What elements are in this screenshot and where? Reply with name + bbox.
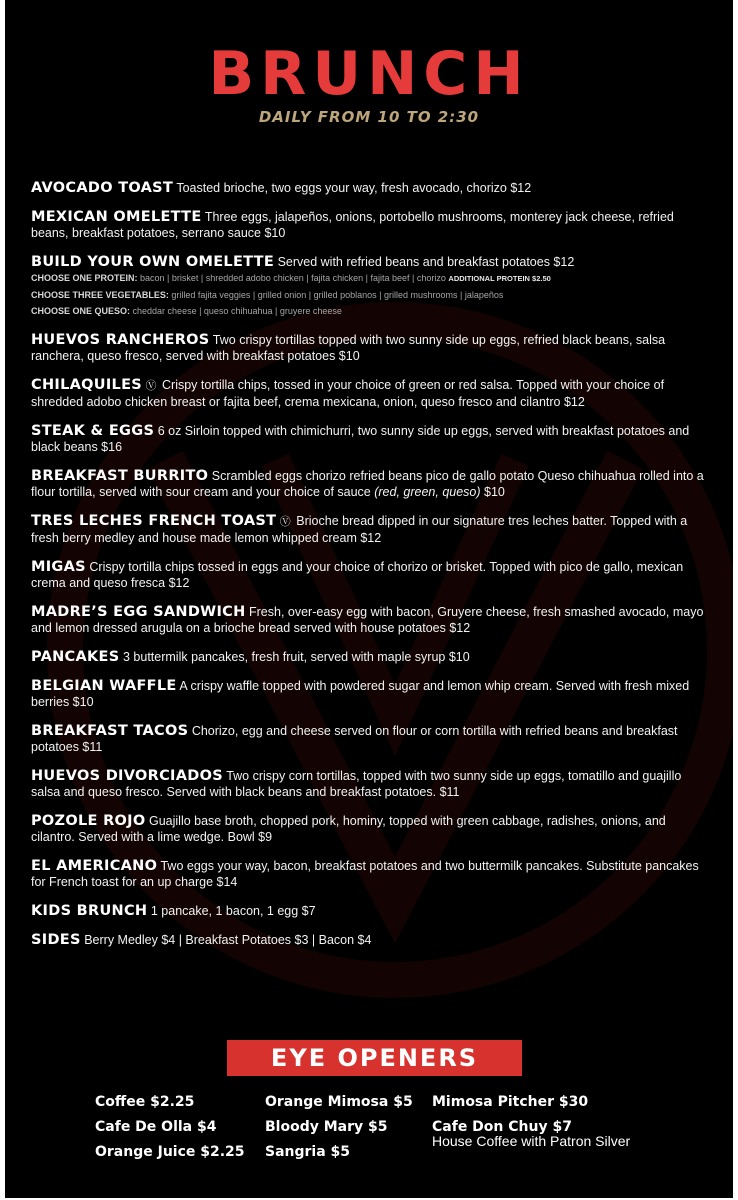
item-description: Two crispy corn tortillas, topped with two sunny side up eggs, tomatillo and guajillo salsa and queso fresco. Served with black beans and breakfast potatoes. $11 xyxy=(31,769,682,799)
item-name: HUEVOS RANCHEROS xyxy=(31,332,210,348)
menu-item xyxy=(31,377,709,410)
page-title: BRUNCH xyxy=(208,39,530,109)
drink-item: Orange Mimosa $5 xyxy=(265,1094,413,1110)
item-price: $10 xyxy=(484,485,505,499)
item-name: BUILD YOUR OWN OMELETTE xyxy=(31,254,275,270)
protein-extra: ADDITIONAL PROTEIN $2.50 xyxy=(448,274,551,283)
protein-values: bacon | brisket | shredded adobo chicken | fajita chicken | fajita beef | chorizo xyxy=(140,273,446,283)
menu-item xyxy=(31,209,709,241)
vegetable-options xyxy=(31,287,709,303)
item-description: Guajillo base broth, chopped pork, hominy, topped with green cabbage, radishes, onions, and cilantro. Served with a lime wedge. Bowl $9 xyxy=(31,814,666,844)
menu-item xyxy=(31,513,709,546)
drink-item: Cafe Don Chuy $7 xyxy=(432,1119,572,1135)
menu-item xyxy=(31,858,709,890)
drinks-column-1 xyxy=(95,1090,245,1165)
item-description: Crispy tortilla chips tossed in eggs and your choice of chorizo or brisket. Topped with pico de gallo, mexican crema and queso fresca $12 xyxy=(31,560,684,590)
item-description: Two eggs your way, bacon, breakfast potatoes and two buttermilk pancakes. Substitute pancakes for French toast for an up charge $14 xyxy=(31,859,699,889)
menu-item xyxy=(31,723,709,755)
drinks-column-3 xyxy=(432,1090,630,1148)
drink-item: Cafe De Olla $4 xyxy=(95,1119,217,1135)
menu-item xyxy=(31,649,709,665)
item-name: MADRE’S EGG SANDWICH xyxy=(31,604,246,620)
protein-options xyxy=(31,270,709,287)
item-description: 6 oz Sirloin topped with chimichurri, two sunny side up eggs, served with breakfast potatoes and black beans $16 xyxy=(31,424,690,454)
item-name: BREAKFAST BURRITO xyxy=(31,468,209,484)
protein-label: CHOOSE ONE PROTEIN: xyxy=(31,273,138,283)
menu-item xyxy=(31,254,709,319)
item-name: MEXICAN OMELETTE xyxy=(31,209,202,225)
item-description: Scrambled eggs chorizo refried beans pico de gallo potato Queso chihuahua rolled into a flour tortilla, served with sour cream and your choice of sauce xyxy=(31,469,704,499)
vegetarian-icon: Ⓥ xyxy=(145,380,157,392)
menu-item xyxy=(31,332,709,364)
item-description: 1 pancake, 1 bacon, 1 egg $7 xyxy=(150,904,316,918)
item-description: Chorizo, egg and cheese served on flour or corn tortilla with refried beans and breakfast potatoes $11 xyxy=(31,724,678,754)
item-name: HUEVOS DIVORCIADOS xyxy=(31,768,223,784)
item-name: KIDS BRUNCH xyxy=(31,903,148,919)
queso-values: cheddar cheese | queso chihuahua | gruyere cheese xyxy=(132,306,342,316)
menu-item xyxy=(31,932,709,948)
drinks-column-2 xyxy=(265,1090,413,1165)
item-name: BELGIAN WAFFLE xyxy=(31,678,177,694)
drink-item: Orange Juice $2.25 xyxy=(95,1144,245,1160)
drink-item: Sangria $5 xyxy=(265,1144,351,1160)
menu-item xyxy=(31,468,709,500)
menu-item xyxy=(31,813,709,845)
item-description-italic: (red, green, queso) xyxy=(374,485,481,499)
drink-item: Coffee $2.25 xyxy=(95,1094,195,1110)
menu-item xyxy=(31,604,709,636)
item-description: A crispy waffle topped with powdered sugar and lemon whip cream. Served with fresh mixed berries $10 xyxy=(31,679,690,709)
menu-item xyxy=(31,180,709,196)
item-description: Crispy tortilla chips, tossed in your choice of green or red salsa. Topped with your choice of shredded adobo chicken breast or fajita beef, crema mexicana, onion, queso fresco and cilantro $12 xyxy=(31,378,665,409)
item-name: AVOCADO TOAST xyxy=(31,180,174,196)
item-name: EL AMERICANO xyxy=(31,858,158,874)
queso-options xyxy=(31,303,709,319)
page-subtitle: DAILY FROM 10 TO 2:30 xyxy=(258,108,480,126)
menu-item xyxy=(31,559,709,591)
item-name: CHILAQUILES xyxy=(31,377,143,393)
drink-description: House Coffee with Patron Silver xyxy=(432,1133,631,1149)
menu-items xyxy=(31,180,709,961)
menu-item xyxy=(31,903,709,919)
vegetable-label: CHOOSE THREE VEGETABLES: xyxy=(31,290,169,300)
item-description: Berry Medley $4 | Breakfast Potatoes $3 | Bacon $4 xyxy=(84,933,372,947)
item-description: 3 buttermilk pancakes, fresh fruit, served with maple syrup $10 xyxy=(123,650,470,664)
item-description: Two crispy tortillas topped with two sunny side up eggs, refried black beans, salsa ranchera, queso fresco, served with breakfast potatoes $10 xyxy=(31,333,666,363)
drink-item: Bloody Mary $5 xyxy=(265,1119,388,1135)
menu-item xyxy=(31,423,709,455)
item-name: TRES LECHES FRENCH TOAST xyxy=(31,513,277,529)
item-description: Fresh, over-easy egg with bacon, Gruyere cheese, fresh smashed avocado, mayo and lemon dressed arugula on a brioche bread served with house potatoes $12 xyxy=(31,605,704,635)
item-description: Served with refried beans and breakfast potatoes $12 xyxy=(277,255,575,269)
item-name: STEAK & EGGS xyxy=(31,423,155,439)
item-name: PANCAKES xyxy=(31,649,120,665)
item-name: MIGAS xyxy=(31,559,86,575)
vegetarian-icon: Ⓥ xyxy=(279,516,291,528)
item-description: Toasted brioche, two eggs your way, fresh avocado, chorizo $12 xyxy=(176,181,532,195)
menu-item xyxy=(31,678,709,710)
menu-item xyxy=(31,768,709,800)
item-description: Three eggs, jalapeños, onions, portobello mushrooms, monterey jack cheese, refried beans, breakfast potatoes, serrano sauce $10 xyxy=(31,210,674,240)
item-description: Brioche bread dipped in our signature tres leches batter. Topped with a fresh berry medley and house made lemon whipped cream $12 xyxy=(31,514,688,545)
eye-openers-banner: EYE OPENERS xyxy=(227,1040,522,1076)
item-name: SIDES xyxy=(31,932,81,948)
item-name: POZOLE ROJO xyxy=(31,813,146,829)
queso-label: CHOOSE ONE QUESO: xyxy=(31,306,131,316)
drink-item: Mimosa Pitcher $30 xyxy=(432,1094,589,1110)
vegetable-values: grilled fajita veggies | grilled onion | grilled poblanos | grilled mushrooms | jalapeños xyxy=(171,290,504,300)
menu-page xyxy=(5,0,733,1198)
item-name: BREAKFAST TACOS xyxy=(31,723,189,739)
